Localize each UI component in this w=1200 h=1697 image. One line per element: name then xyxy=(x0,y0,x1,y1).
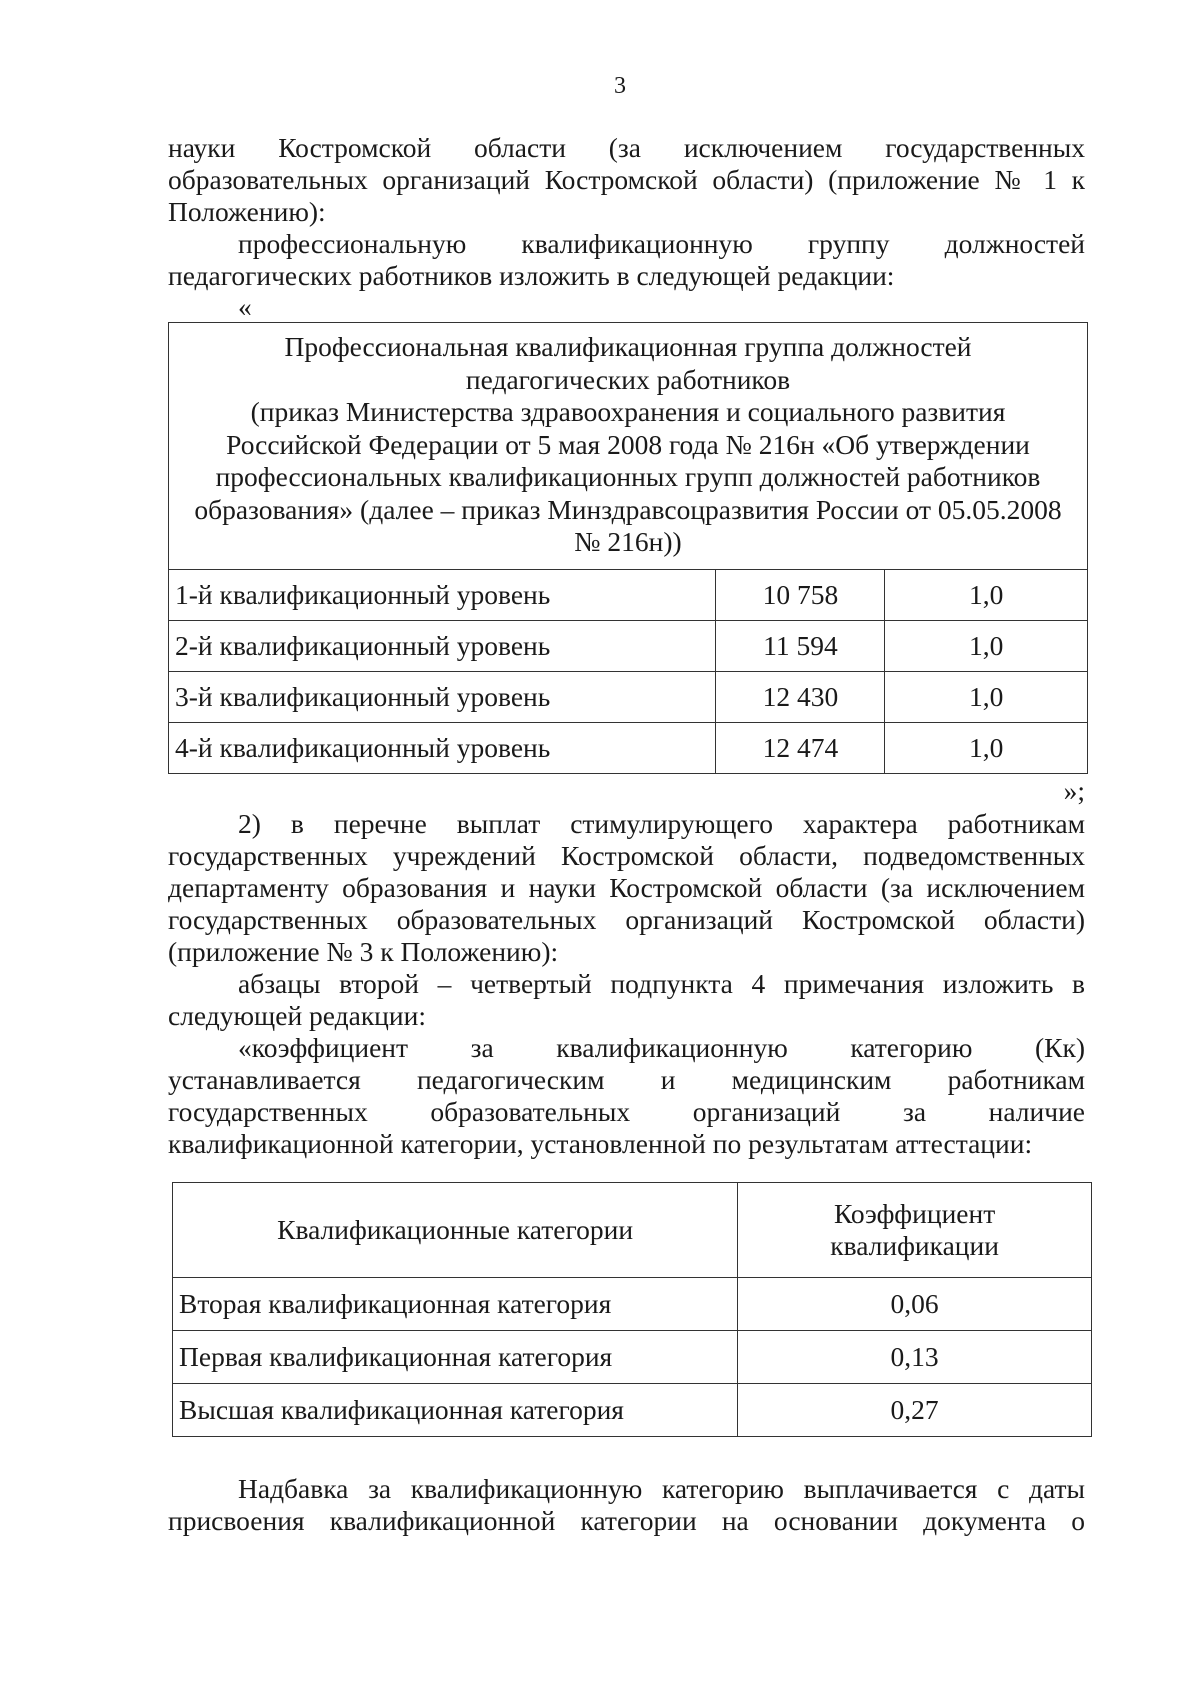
header-cell: Квалификационные категории xyxy=(173,1182,738,1277)
quote-close-mark: »; xyxy=(1063,774,1085,806)
coef-cell: 0,13 xyxy=(738,1330,1092,1383)
paragraph-line: науки Костромской области (за исключением государственных xyxy=(168,132,1085,163)
page-number: 3 xyxy=(614,73,626,99)
quote-open-mark: « xyxy=(238,291,252,322)
paragraph-line: абзацы второй – четвертый подпункта 4 примечания изложить в xyxy=(238,967,1085,999)
coef-cell: 1,0 xyxy=(885,569,1088,620)
table-row xyxy=(173,1383,1092,1436)
level-cell: 2-й квалификационный уровень xyxy=(169,620,716,671)
coef-cell: 1,0 xyxy=(885,722,1088,773)
paragraph-line: «коэффициент за квалификационную категорию (Кк) xyxy=(238,1031,1085,1063)
paragraph-line: государственных образовательных организаций Костромской области) xyxy=(168,903,1085,935)
salary-cell: 10 758 xyxy=(716,569,885,620)
paragraph-line: педагогических работников изложить в следующей редакции: xyxy=(168,260,895,291)
coef-cell: 0,06 xyxy=(738,1277,1092,1330)
paragraph-line: квалификационной категории, установленной по результатам аттестации: xyxy=(168,1127,1033,1159)
paragraph-line: устанавливается педагогическим и медицинским работникам xyxy=(168,1063,1085,1095)
document-body xyxy=(168,132,1085,1537)
level-cell: 3-й квалификационный уровень xyxy=(169,671,716,722)
header-line: Коэффициент xyxy=(833,1197,996,1229)
table-row xyxy=(169,620,1088,671)
paragraph-line: профессиональную квалификационную группу должностей xyxy=(238,228,1085,259)
paragraph-line: Положению): xyxy=(168,196,326,227)
table-header-row xyxy=(173,1182,1092,1277)
paragraph-line: следующей редакции: xyxy=(168,999,426,1031)
header-line: квалификации xyxy=(830,1229,999,1261)
header-line: (приказ Министерства здравоохранения и социального развития xyxy=(250,396,1006,427)
salary-cell: 12 474 xyxy=(716,722,885,773)
header-line: № 216н)) xyxy=(574,526,682,557)
paragraph-line: 2) в перечне выплат стимулирующего характера работникам xyxy=(238,807,1085,839)
coef-cell: 1,0 xyxy=(885,671,1088,722)
paragraph-line: государственных учреждений Костромской области, подведомственных xyxy=(168,839,1085,871)
category-cell: Вторая квалификационная категория xyxy=(173,1277,738,1330)
paragraph-line: образовательных организаций Костромской области) (приложение № 1 к xyxy=(168,164,1085,195)
qualification-category-table xyxy=(172,1182,1092,1437)
paragraph-line: департаменту образования и науки Костромской области (за исключением xyxy=(168,871,1085,903)
coef-cell: 0,27 xyxy=(738,1383,1092,1436)
table-row xyxy=(169,569,1088,620)
qualification-group-table xyxy=(168,322,1088,774)
paragraph-line: Надбавка за квалификационную категорию выплачивается с даты xyxy=(238,1472,1085,1504)
header-line: педагогических работников xyxy=(465,363,791,395)
header-cell xyxy=(738,1182,1092,1277)
level-cell: 1-й квалификационный уровень xyxy=(169,569,716,620)
header-line: образования» (далее – приказ Минздравсоцразвития России от 05.05.2008 xyxy=(194,493,1062,525)
salary-cell: 12 430 xyxy=(716,671,885,722)
paragraph-line: государственных образовательных организаций за наличие xyxy=(168,1095,1085,1127)
table-row xyxy=(169,722,1088,773)
paragraph-line: (приложение № 3 к Положению): xyxy=(168,935,559,967)
table-row xyxy=(169,671,1088,722)
coef-cell: 1,0 xyxy=(885,620,1088,671)
salary-cell: 11 594 xyxy=(716,620,885,671)
table-header xyxy=(169,323,1088,570)
header-line: Российской Федерации от 5 мая 2008 года № 216н «Об утверждении xyxy=(226,428,1030,460)
paragraph-line: присвоения квалификационной категории на основании документа о xyxy=(168,1504,1085,1536)
level-cell: 4-й квалификационный уровень xyxy=(169,722,716,773)
category-cell: Первая квалификационная категория xyxy=(173,1330,738,1383)
spacer xyxy=(168,1437,1085,1473)
table-row xyxy=(173,1330,1092,1383)
header-line: Профессиональная квалификационная группа должностей xyxy=(284,331,972,362)
table-row xyxy=(173,1277,1092,1330)
header-line: профессиональных квалификационных групп должностей работников xyxy=(215,461,1041,492)
category-cell: Высшая квалификационная категория xyxy=(173,1383,738,1436)
